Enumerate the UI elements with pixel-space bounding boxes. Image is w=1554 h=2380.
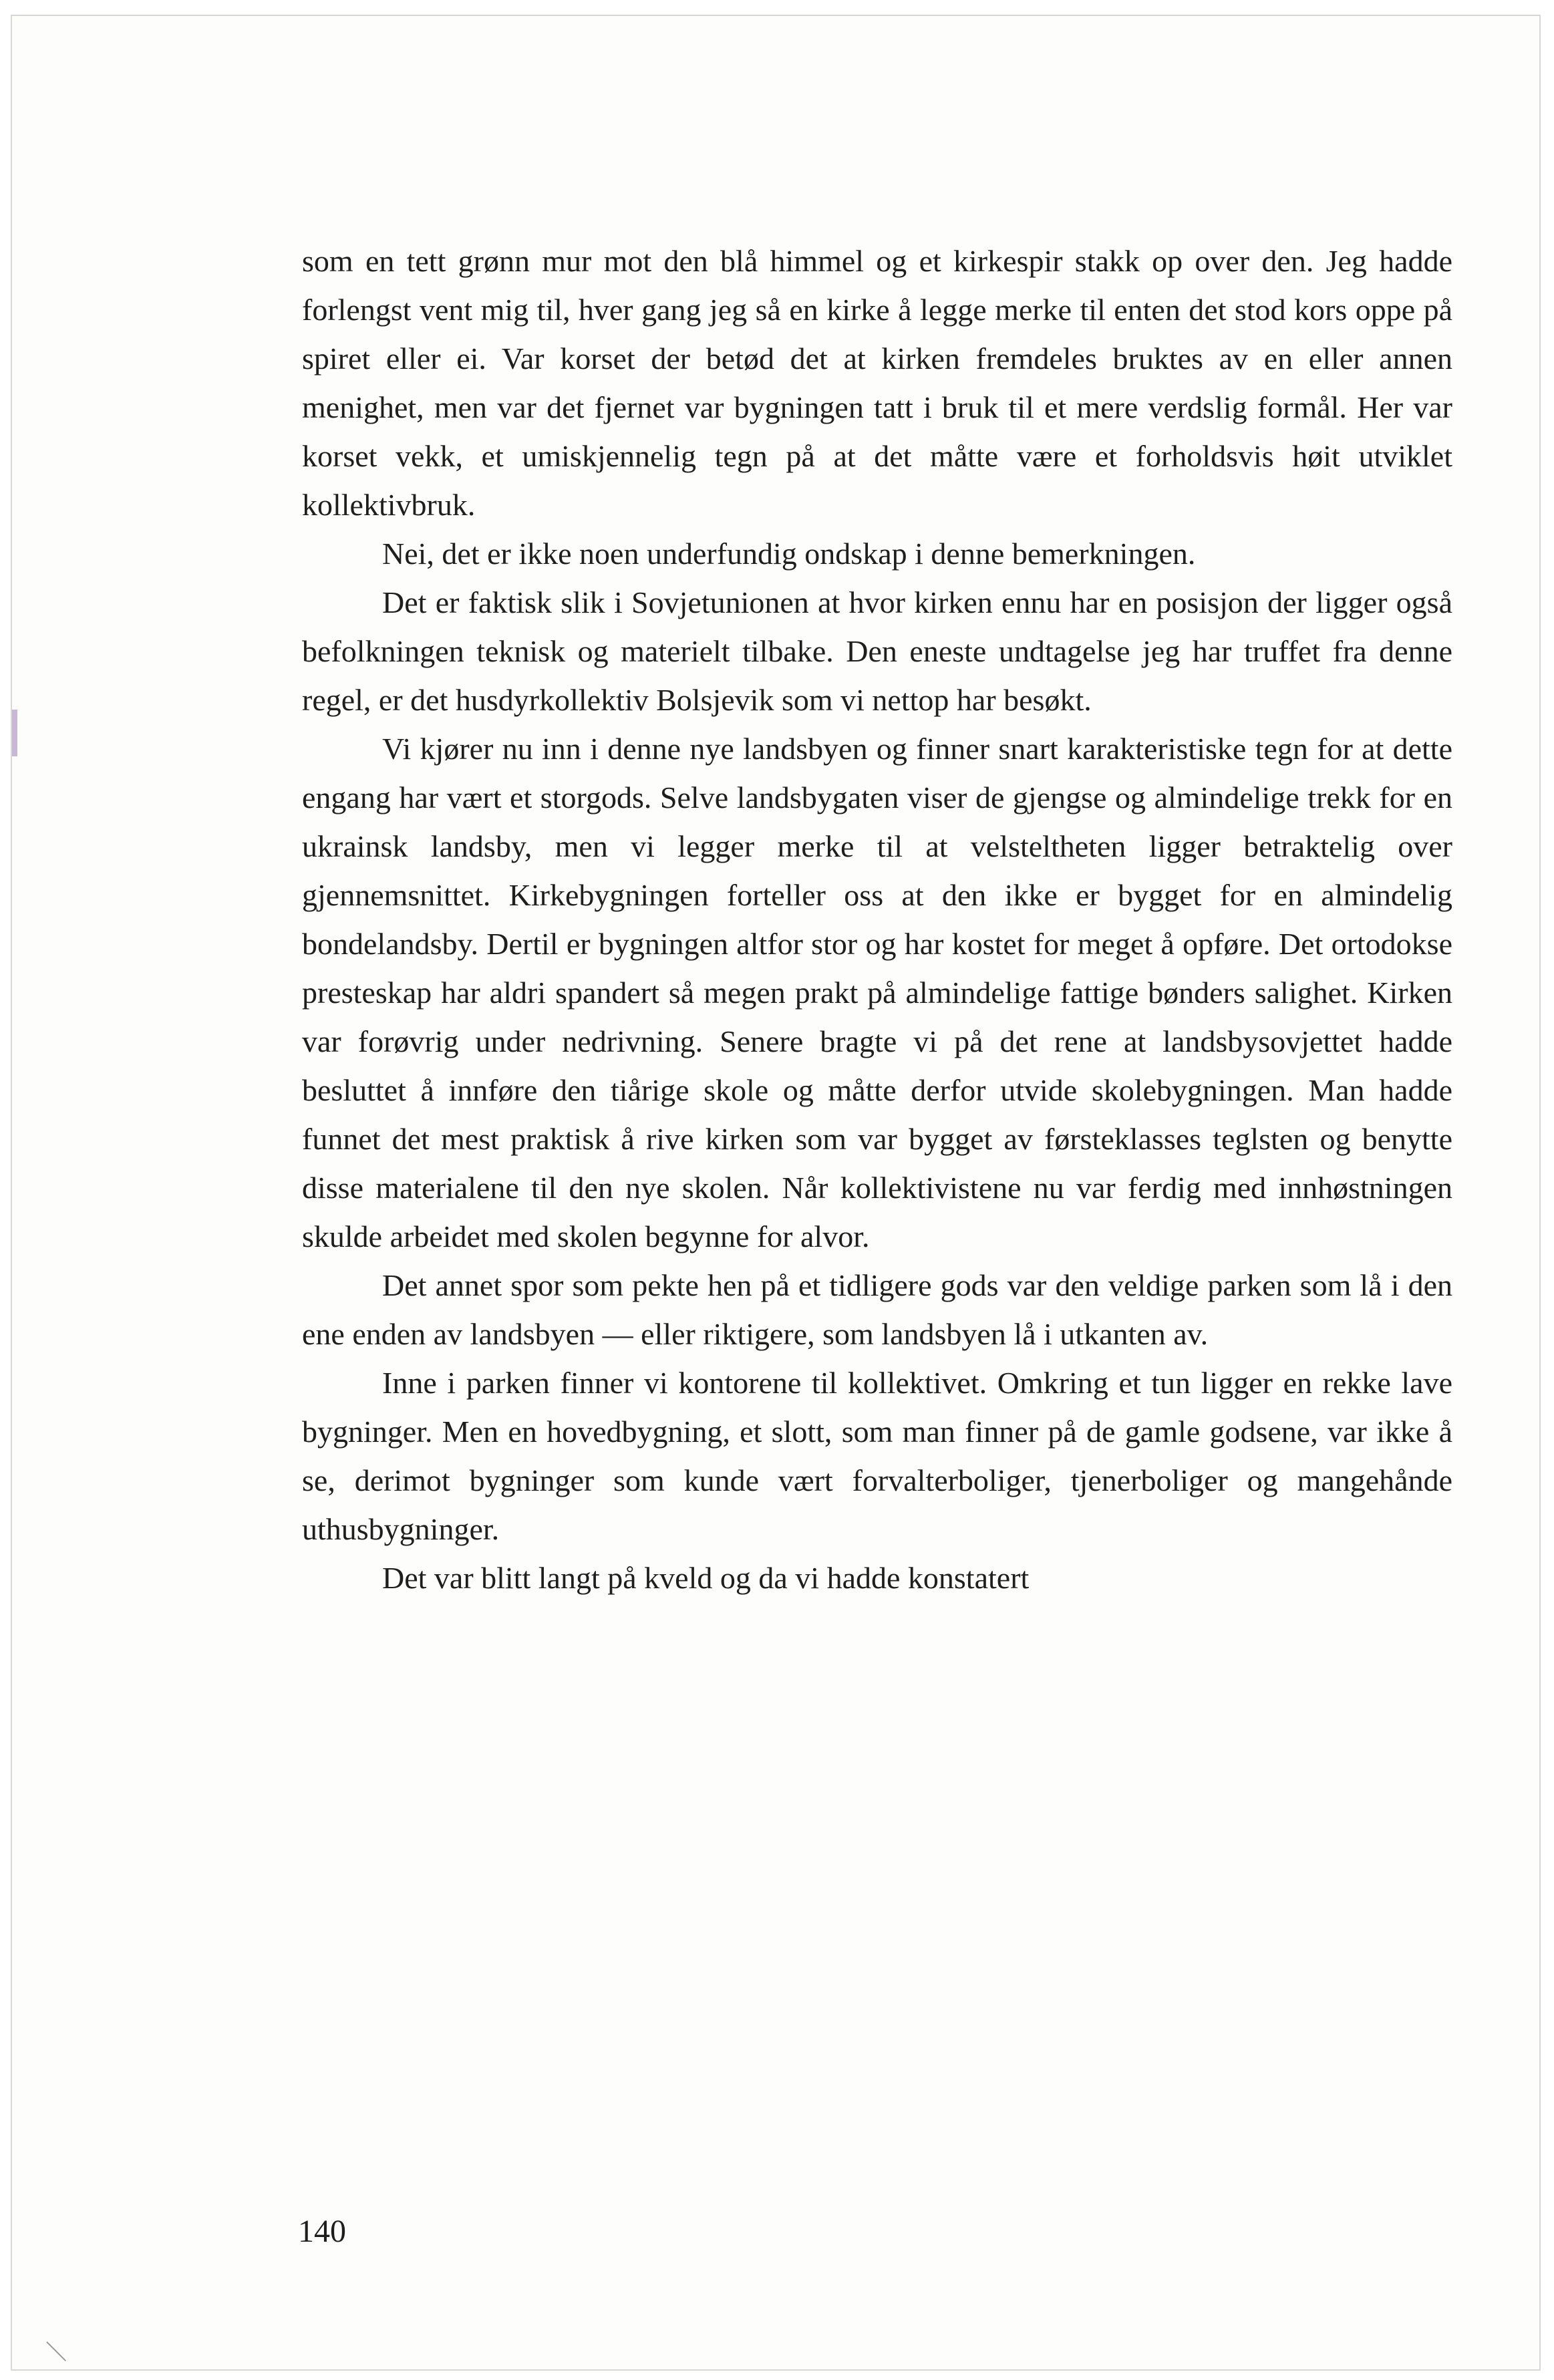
corner-fold-mark	[46, 2341, 66, 2361]
paragraph: Nei, det er ikke noen underfundig ondskap i denne bemerkningen.	[382, 537, 1196, 571]
book-page	[11, 15, 1541, 2371]
paragraph: Det annet spor som pekte hen på et tidligere gods var den veldige parken som lå i den ene enden av landsbyen — eller riktigere, som landsbyen lå i utkanten av.	[302, 1268, 1452, 1351]
margin-mark	[12, 710, 17, 756]
paragraph: Vi kjører nu inn i denne nye landsbyen og finner snart karakteristiske tegn for at dette engang har vært et storgods. Selve landsbygaten viser de gjengse og almindelige trekk for en ukrainsk landsby, men vi legger merke til at velsteltheten ligger betraktelig over gjennemsnittet. Kirkebygningen forteller oss at den ikke er bygget for en almindelig bondelandsby. Dertil er bygningen altfor stor og har kostet for meget å opføre. Det ortodokse presteskap har aldri spandert så megen prakt på almindelige fattige bønders salighet. Kirken var forøvrig under nedrivning. Senere bragte vi på det rene at landsbysovjettet hadde besluttet å innføre den tiårige skole og måtte derfor utvide skolebygningen. Man hadde funnet det mest praktisk å rive kirken som var bygget av førsteklasses teglsten og benytte disse materialene til den nye skolen. Når kollektivistene nu var ferdig med innhøstningen skulde arbeidet med skolen begynne for alvor.	[302, 732, 1452, 1253]
paragraph: Det er faktisk slik i Sovjetunionen at hvor kirken ennu har en posisjon der ligger også befolkningen teknisk og materielt tilbake. Den eneste undtagelse jeg har truffet fra denne regel, er det husdyrkollektiv Bolsjevik som vi nettop har besøkt.	[302, 585, 1452, 717]
page-number: 140	[298, 2214, 346, 2249]
paragraph: Det var blitt langt på kveld og da vi hadde konstatert	[382, 1561, 1030, 1595]
body-text	[302, 237, 1452, 1602]
paragraph: som en tett grønn mur mot den blå himmel og et kirkespir stakk op over den. Jeg hadde forlengst vent mig til, hver gang jeg så en kirke å legge merke til enten det stod kors oppe på spiret eller ei. Var korset der betød det at kirken fremdeles bruktes av en eller annen menighet, men var det fjernet var bygningen tatt i bruk til et mere verdslig formål. Her var korset vekk, et umiskjennelig tegn på at det måtte være et forholdsvis høit utviklet kollektivbruk.	[302, 244, 1452, 522]
paragraph: Inne i parken finner vi kontorene til kollektivet. Omkring et tun ligger en rekke lave bygninger. Men en hovedbygning, et slott, som man finner på de gamle godsene, var ikke å se, derimot bygninger som kunde vært forvalterboliger, tjenerboliger og mangehånde uthusbygninger.	[302, 1366, 1452, 1546]
